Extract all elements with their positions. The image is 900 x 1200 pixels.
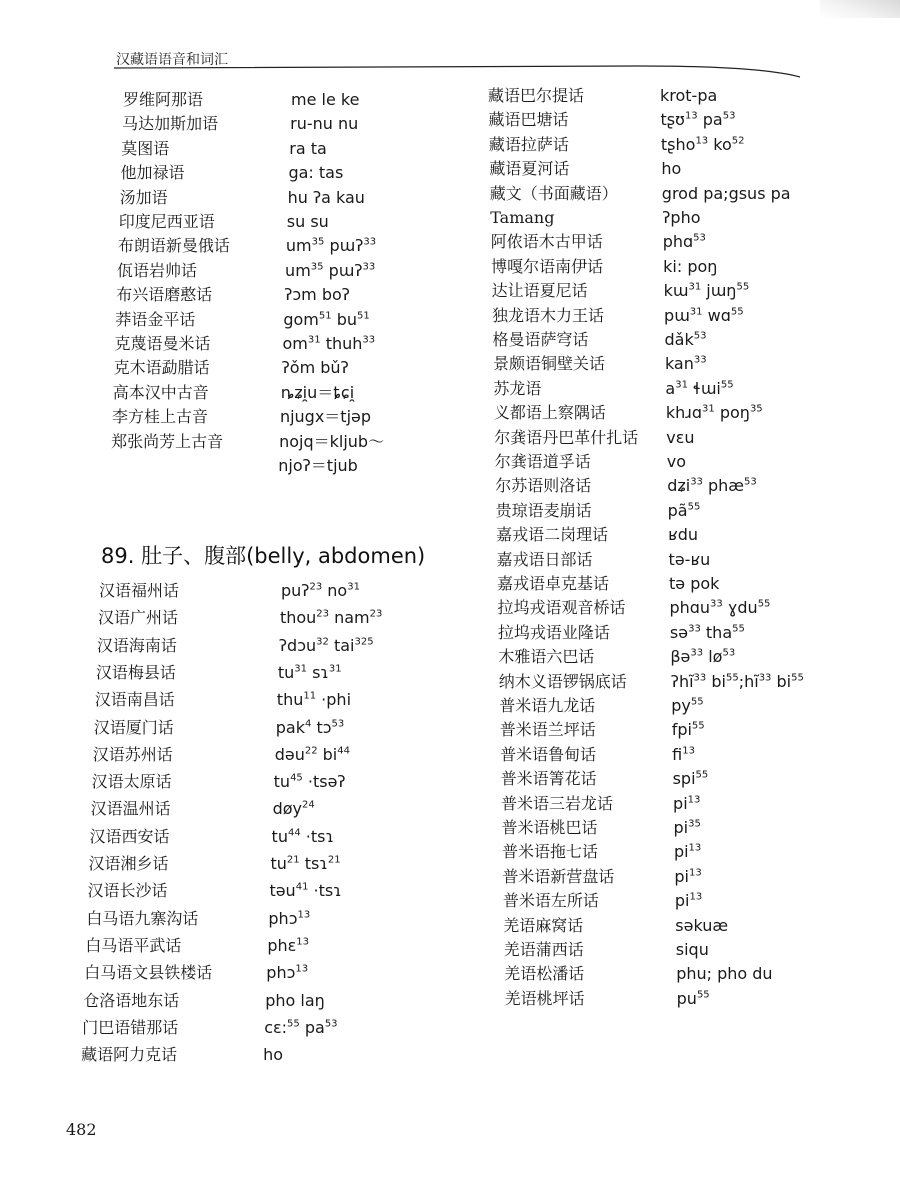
entry-form: $pi^{13}$ (674, 866, 702, 886)
entry-form: vɛu (666, 427, 695, 447)
entry-language: 普米语桃巴话 (501, 818, 598, 837)
entry-form: dʑi$^{33}$ phæ$^{53}$ (667, 476, 757, 496)
entry-form: $py^{55}$ (671, 696, 704, 715)
entry-form: ʔpho (662, 208, 701, 227)
entry-language: 汉语太原话 (91, 772, 172, 792)
entry-language: 汉语长沙话 (87, 881, 168, 901)
entry-language: 门巴语错那话 (82, 1017, 179, 1037)
entry-form: vo (666, 452, 687, 471)
entry-language: 马达加斯加语 (122, 114, 219, 134)
entry-form: ho (661, 159, 682, 179)
entry-language: 克蔑语曼米话 (114, 334, 211, 353)
entry-language: 汉语厦门话 (93, 717, 174, 737)
header-rule (0, 54, 900, 94)
entry-language: 嘉戎语二岗理话 (496, 525, 609, 545)
entry-form: puʔ$^{23}$ $no^{31}$ (281, 581, 360, 600)
entry-language: 汉语海南话 (96, 635, 177, 655)
entry-language: 罗维阿那语 (123, 90, 204, 109)
entry-form: $pã^{55}$ (667, 500, 701, 520)
entry-language: 白马语文县铁楼话 (84, 963, 213, 983)
entry-language: 普米语鲁甸话 (500, 744, 597, 764)
entry-language: 拉坞戎语业隆话 (497, 622, 610, 642)
entry-form: ru-nu nu (290, 114, 359, 134)
entry-language: 普米语三岩龙话 (501, 793, 614, 813)
entry-form: fpi$^{55}$ (671, 720, 705, 740)
entry-language: 羌语桃坪话 (504, 988, 585, 1008)
entry-form: phɔ$^{13}$ (268, 908, 311, 928)
entry-form: ʁdu (668, 525, 699, 545)
entry-language: 李方桂上古音 (111, 407, 208, 427)
entry-form: dəu$^{22}$ $bi^{44}$ (274, 744, 350, 764)
entry-language: 藏语巴塘话 (488, 110, 569, 130)
entry-form: $tu^{44}$ ·tsɿ (271, 826, 334, 846)
entry-form: kɯ$^{31}$ jɯŋ$^{55}$ (663, 281, 750, 301)
entry-form: $fi^{13}$ (672, 744, 695, 764)
section-heading (101, 540, 425, 570)
entry-language: 莽语金平话 (115, 309, 196, 329)
section-number: 89. (101, 544, 135, 568)
entry-form: khɹɑ$^{31}$ poŋ$^{35}$ (665, 403, 763, 423)
entry-language: 羌语松潘话 (504, 964, 585, 984)
entry-form: siqu (675, 940, 709, 959)
entry-form: phɛ$^{13}$ (267, 935, 310, 955)
entry-form: $pi^{35}$ (673, 818, 701, 837)
entry-language: 白马语九寨沟话 (86, 908, 199, 928)
entry-language: 普米语拖七话 (501, 842, 598, 862)
entry-form: ra ta (289, 138, 327, 158)
entry-form: sə$^{33}$ tha$^{55}$ (669, 622, 745, 642)
entry-form: krot-pa (660, 86, 718, 105)
entry-language: 纳木义语锣锅底话 (498, 671, 627, 691)
entry-form: spi$^{55}$ (672, 769, 709, 789)
entry-form: ʔdɔu$^{32}$ tai$^{325}$ (278, 635, 374, 655)
entry-form: phu; pho du (676, 964, 773, 984)
entry-language: 汉语南昌话 (94, 690, 175, 710)
entry-language: 仓洛语地东话 (83, 990, 180, 1010)
entry-form: $pu^{55}$ (676, 988, 710, 1008)
entry-language: 达让语夏尼话 (491, 281, 588, 301)
entry-language: 汉语西安话 (89, 826, 170, 846)
entry-form: $um^{35}$ pɯʔ$^{33}$ (285, 236, 377, 256)
entry-form: phɑu$^{33}$ ɣdu$^{55}$ (669, 598, 771, 618)
entry-form: $pi^{13}$ (673, 793, 701, 813)
entry-language: 尔苏语则洛话 (495, 476, 592, 496)
entry-form: tʂho$^{13}$ $ko^{52}$ (660, 134, 745, 154)
entry-language: 苏龙语 (493, 378, 542, 398)
entry-form: phɑ$^{53}$ (662, 232, 706, 252)
entry-form: su su (286, 212, 329, 231)
entry-form: pak$^4$ tɔ$^{53}$ (275, 717, 345, 737)
page-corner-shadow (820, 0, 900, 18)
entry-language: 格曼语萨穹话 (492, 330, 589, 349)
entry-language: 景颇语铜壁关话 (492, 354, 605, 374)
entry-form: dǎk$^{53}$ (664, 330, 707, 349)
entry-language: 普米语箐花话 (500, 769, 597, 789)
entry-language: 贵琼语麦崩话 (495, 500, 592, 520)
entry-language: 克木语勐腊话 (113, 358, 210, 378)
entry-form: ki: poŋ (663, 256, 718, 276)
entry-form: tʂʊ$^{13}$ $pa^{53}$ (660, 110, 736, 130)
running-header-title: 汉藏语语音和词汇 (116, 52, 228, 68)
entry-form: $tu^{45}$ ·tsəʔ (273, 772, 346, 792)
entry-form: $om^{31}$ thuh$^{33}$ (282, 334, 376, 353)
entry-form: $tu^{31}$ sɿ$^{31}$ (277, 662, 342, 682)
entry-form: ga: tas (288, 163, 344, 183)
entry-form: kan$^{33}$ (664, 354, 707, 374)
entry-language: 布兴语磨憨话 (116, 285, 213, 305)
entry-form: $pi^{13}$ (673, 842, 702, 862)
entry-form: døy$^{24}$ (272, 799, 315, 819)
entry-form: ʔǒm bǔʔ (281, 358, 349, 378)
entry-language: 羌语麻窝话 (503, 915, 584, 935)
entry-form: pho laŋ (265, 990, 325, 1010)
entry-language: 汉语温州话 (90, 799, 171, 819)
entry-language: 嘉戎语卓克基话 (497, 574, 610, 593)
entry-form: grod pa;gsus pa (661, 183, 791, 203)
entry-language: 汉语广州话 (97, 608, 178, 628)
entry-form: $a^{31}$ ɬɯi$^{55}$ (665, 378, 734, 398)
entry-form: thou$^{23}$ nam$^{23}$ (279, 608, 383, 628)
entry-form: ho (263, 1045, 284, 1065)
entry-language: 他加禄语 (120, 163, 185, 183)
entry-language: 汤加语 (119, 187, 168, 207)
page-number: 482 (66, 1120, 97, 1139)
entry-language: 高本汉中古音 (112, 382, 209, 402)
entry-form: phɔ$^{13}$ (266, 963, 309, 983)
entry-form: hu ʔa kau (287, 187, 365, 207)
entry-language: 普米语兰坪话 (499, 720, 596, 740)
entry-language: 汉语福州话 (99, 581, 180, 600)
entry-form: tə-ʁu (668, 549, 711, 569)
entry-form: səkuæ (675, 915, 729, 935)
entry-language: 印度尼西亚语 (118, 212, 215, 231)
entry-form: βə$^{33}$ $lø^{53}$ (670, 647, 736, 667)
entry-form: ʔhĩ$^{33}$ $bi^{55};hĩ^{33}$ $bi^{55}$ (670, 671, 804, 691)
entry-language: 藏语拉萨话 (488, 134, 569, 154)
entry-language: 木雅语六巴话 (498, 647, 595, 667)
entry-language: 汉语梅县话 (95, 662, 176, 682)
entry-language: 博嘎尔语南伊话 (491, 256, 604, 276)
entry-form: ȵʑi̯u＝ȶɕi̯ (280, 382, 355, 402)
entry-form: thu$^{11}$ ·phi (276, 690, 352, 710)
entry-language: 郑张尚芳上古音 (111, 431, 224, 451)
entry-language: 阿侬语木古甲话 (490, 232, 603, 252)
entry-form: təu$^{41}$ ·tsɿ (269, 881, 342, 901)
entry-language: 汉语湘乡话 (88, 854, 169, 873)
entry-form: $um^{35}$ pɯʔ$^{33}$ (285, 260, 376, 280)
entry-language: Tamang (490, 208, 555, 227)
entry-form: njoʔ＝tjub (278, 456, 358, 475)
entry-language: 藏语巴尔提话 (488, 86, 585, 105)
entry-language: 拉坞戎语观音桥话 (497, 598, 626, 618)
entry-language: 普米语新营盘话 (502, 866, 615, 886)
section-title: 肚子、腹部(belly, abdomen) (141, 544, 426, 568)
entry-language: 嘉戎语日部话 (496, 549, 593, 569)
entry-form: njugx＝tjəp (279, 407, 372, 427)
entry-language: 普米语九龙话 (499, 696, 596, 715)
entry-language: 白马语平武话 (85, 935, 182, 955)
entry-form: cɛ:$^{55}$ $pa^{53}$ (264, 1017, 338, 1037)
entry-language: 藏语阿力克话 (81, 1045, 178, 1065)
entry-form: ʔɔm boʔ (284, 285, 350, 305)
entry-language: 普米语左所话 (502, 891, 599, 911)
entry-language: 尔龚语道孚话 (494, 452, 591, 471)
entry-form: nojq＝kljub～ (279, 431, 385, 451)
entry-language: 布朗语新曼俄话 (117, 236, 230, 256)
entry-language: 藏文（书面藏语） (489, 183, 618, 203)
entry-language: 独龙语木力王话 (492, 305, 605, 325)
entry-form: $tu^{21}$ tsɿ$^{21}$ (270, 854, 341, 873)
entry-form: me le ke (291, 90, 360, 109)
entry-language: 莫图语 (121, 138, 170, 158)
entry-form: tə pok (669, 574, 720, 593)
entry-language: 藏语夏河话 (489, 159, 570, 179)
entry-language: 羌语蒲西话 (503, 940, 584, 959)
entry-language: 汉语苏州话 (92, 744, 173, 764)
entry-language: 义都语上察隅话 (493, 403, 606, 423)
entry-form: pɯ$^{31}$ wɑ$^{55}$ (664, 305, 744, 325)
entry-form: $pi^{13}$ (674, 891, 703, 911)
entry-language: 佤语岩帅话 (117, 260, 198, 280)
entry-form: gom$^{51}$ $bu^{51}$ (283, 309, 370, 329)
entry-language: 尔龚语丹巴革什扎话 (494, 427, 639, 447)
